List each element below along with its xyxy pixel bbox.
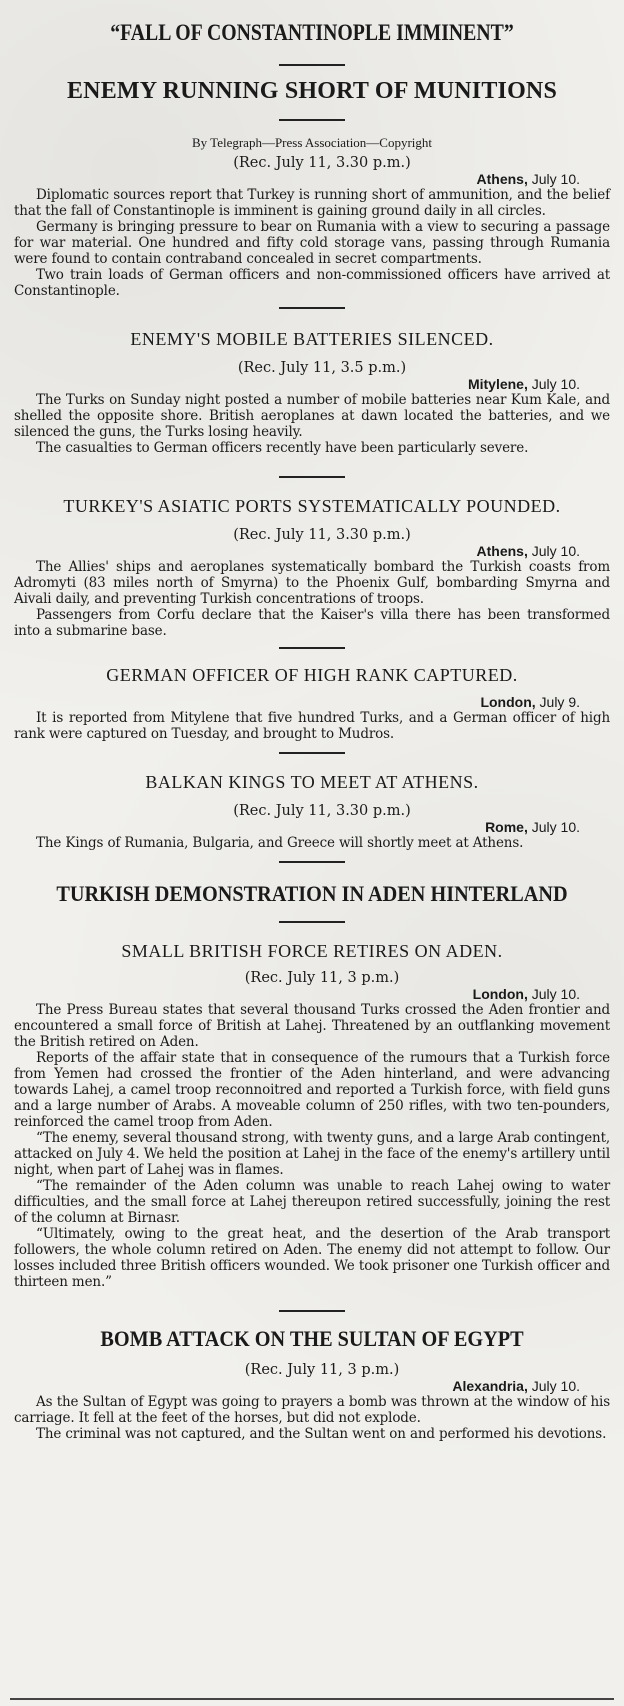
bottom-border-rule bbox=[10, 1698, 614, 1700]
dateline-place: Mitylene, bbox=[467, 376, 528, 392]
article-balkan-kings bbox=[14, 772, 610, 851]
dateline-place: Rome, bbox=[485, 819, 528, 835]
dateline-place: London, bbox=[480, 694, 536, 710]
article-paragraph: “The remainder of the Aden column was unable to reach Lahej owing to water difficulties, and the small force at Lahej thereupon retired successfully, joining the rest of the column at Birnasr. bbox=[14, 1178, 610, 1226]
dateline bbox=[14, 819, 610, 835]
dateline-date: July 10. bbox=[531, 543, 580, 559]
article-subheadline: SMALL BRITISH FORCE RETIRES ON ADEN. bbox=[121, 941, 503, 961]
dateline bbox=[14, 376, 610, 392]
article-paragraph: “The enemy, several thousand strong, with twenty guns, and a large Arab contingent, attacked on July 4. We held the position at Lahej in the face of the enemy's artillery until night, when part of Lahej was in flames. bbox=[14, 1130, 611, 1178]
dateline bbox=[14, 694, 610, 710]
article-officer-captured bbox=[14, 665, 610, 742]
article-asiatic-ports bbox=[14, 496, 610, 639]
article-headline: GERMAN OFFICER OF HIGH RANK CAPTURED. bbox=[106, 665, 518, 685]
dateline-date: July 10. bbox=[531, 376, 580, 392]
article-paragraph: Diplomatic sources report that Turkey is running short of ammunition, and the belief that the fall of Constantinople is imminent is gaining ground daily in all circles. bbox=[14, 187, 610, 219]
article-paragraph: The Turks on Sunday night posted a number of mobile batteries near Kum Kale, and shelled the opposite shore. British aeroplanes at dawn located the batteries, and we silenced the guns, the Turks losing heavily. bbox=[14, 392, 610, 440]
article-headline: ENEMY RUNNING SHORT OF MUNITIONS bbox=[66, 78, 558, 104]
dateline-date: July 9. bbox=[539, 694, 580, 710]
article-headline: ENEMY'S MOBILE BATTERIES SILENCED. bbox=[130, 329, 494, 349]
dateline-place: Athens, bbox=[476, 543, 528, 559]
dateline bbox=[14, 171, 610, 187]
dateline-place: London, bbox=[472, 986, 528, 1002]
dateline-place: Alexandria, bbox=[452, 1378, 528, 1394]
article-aden bbox=[14, 881, 610, 1290]
article-paragraph: Two train loads of German officers and non-commissioned officers have arrived at Constantinople. bbox=[14, 267, 610, 299]
dateline bbox=[14, 543, 610, 559]
article-paragraph: Reports of the affair state that in consequence of the rumours that a Turkish force from Yemen had crossed the frontier of the Aden hinterland, and were advancing towards Lahej, a camel troop reconnoitred and reported a Turkish force, with field guns and a large number of Arabs. A moveable column of 250 rifles, with two ten-pounders, reinforced the camel troop from Aden. bbox=[14, 1050, 610, 1130]
article-paragraph: The Press Bureau states that several thousand Turks crossed the Aden frontier and encountered a small force of British at Lahej. Threatened by an outflanking movement the British retired on Aden. bbox=[14, 1002, 610, 1050]
received-line: (Rec. July 11, 3.30 p.m.) bbox=[233, 803, 411, 819]
dateline-date: July 10. bbox=[531, 171, 580, 187]
article-paragraph: As the Sultan of Egypt was going to prayers a bomb was thrown at the window of his carriage. It fell at the feet of the horses, but did not explode. bbox=[14, 1394, 610, 1426]
dateline-date: July 10. bbox=[531, 819, 580, 835]
dateline-date: July 10. bbox=[531, 1378, 580, 1394]
received-line: (Rec. July 11, 3.5 p.m.) bbox=[237, 360, 407, 376]
article-headline: BOMB ATTACK ON THE SULTAN OF EGYPT bbox=[100, 1326, 524, 1351]
article-paragraph: The casualties to German officers recently have been particularly severe. bbox=[36, 440, 529, 456]
article-paragraph: Germany is bringing pressure to bear on Rumania with a view to securing a passage for war material. One hundred and fifty cold storage vans, passing through Rumania were found to contain contraband concealed in secret compartments. bbox=[14, 219, 610, 267]
article-batteries bbox=[14, 329, 610, 456]
article-paragraph: The criminal was not captured, and the Sultan went on and performed his devotions. bbox=[36, 1426, 607, 1442]
dateline bbox=[14, 1378, 610, 1394]
dateline-place: Athens, bbox=[476, 171, 528, 187]
dateline-date: July 10. bbox=[531, 986, 580, 1002]
received-line: (Rec. July 11, 3.30 p.m.) bbox=[233, 527, 411, 543]
received-line: (Rec. July 11, 3 p.m.) bbox=[244, 1362, 400, 1378]
received-line: (Rec. July 11, 3 p.m.) bbox=[244, 970, 400, 986]
article-paragraph: The Kings of Rumania, Bulgaria, and Greece will shortly meet at Athens. bbox=[36, 835, 524, 851]
received-line: (Rec. July 11, 3.30 p.m.) bbox=[233, 155, 411, 171]
article-headline: TURKISH DEMONSTRATION IN ADEN HINTERLAND bbox=[56, 881, 568, 906]
byline: By Telegraph—Press Association—Copyright bbox=[191, 135, 433, 150]
article-paragraph: Passengers from Corfu declare that the Kaiser's villa there has been transformed into a submarine base. bbox=[14, 607, 610, 639]
article-paragraph: It is reported from Mitylene that five hundred Turks, and a German officer of high rank were captured on Tuesday, and brought to Mudros. bbox=[14, 710, 610, 742]
top-headline: “FALL OF CONSTANTINOPLE IMMINENT” bbox=[110, 20, 514, 45]
article-headline: BALKAN KINGS TO MEET AT ATHENS. bbox=[145, 772, 479, 792]
article-paragraph: The Allies' ships and aeroplanes systematically bombard the Turkish coasts from Adromyti (83 miles north of Smyrna) to the Phoenix Gulf, bombarding Smyrna and Aivali daily, and preventing Turkish concentrations of troops. bbox=[14, 559, 610, 607]
article-munitions bbox=[14, 78, 610, 299]
article-paragraph: “Ultimately, owing to the great heat, and the desertion of the Arab transport followers, the whole column retired on Aden. The enemy did not attempt to follow. Our losses included three British officers wounded. We took prisoner one Turkish officer and thirteen men.” bbox=[14, 1226, 610, 1290]
article-headline: TURKEY'S ASIATIC PORTS SYSTEMATICALLY POUNDED. bbox=[63, 496, 561, 516]
article-sultan-bomb bbox=[14, 1326, 610, 1442]
dateline bbox=[14, 986, 610, 1002]
